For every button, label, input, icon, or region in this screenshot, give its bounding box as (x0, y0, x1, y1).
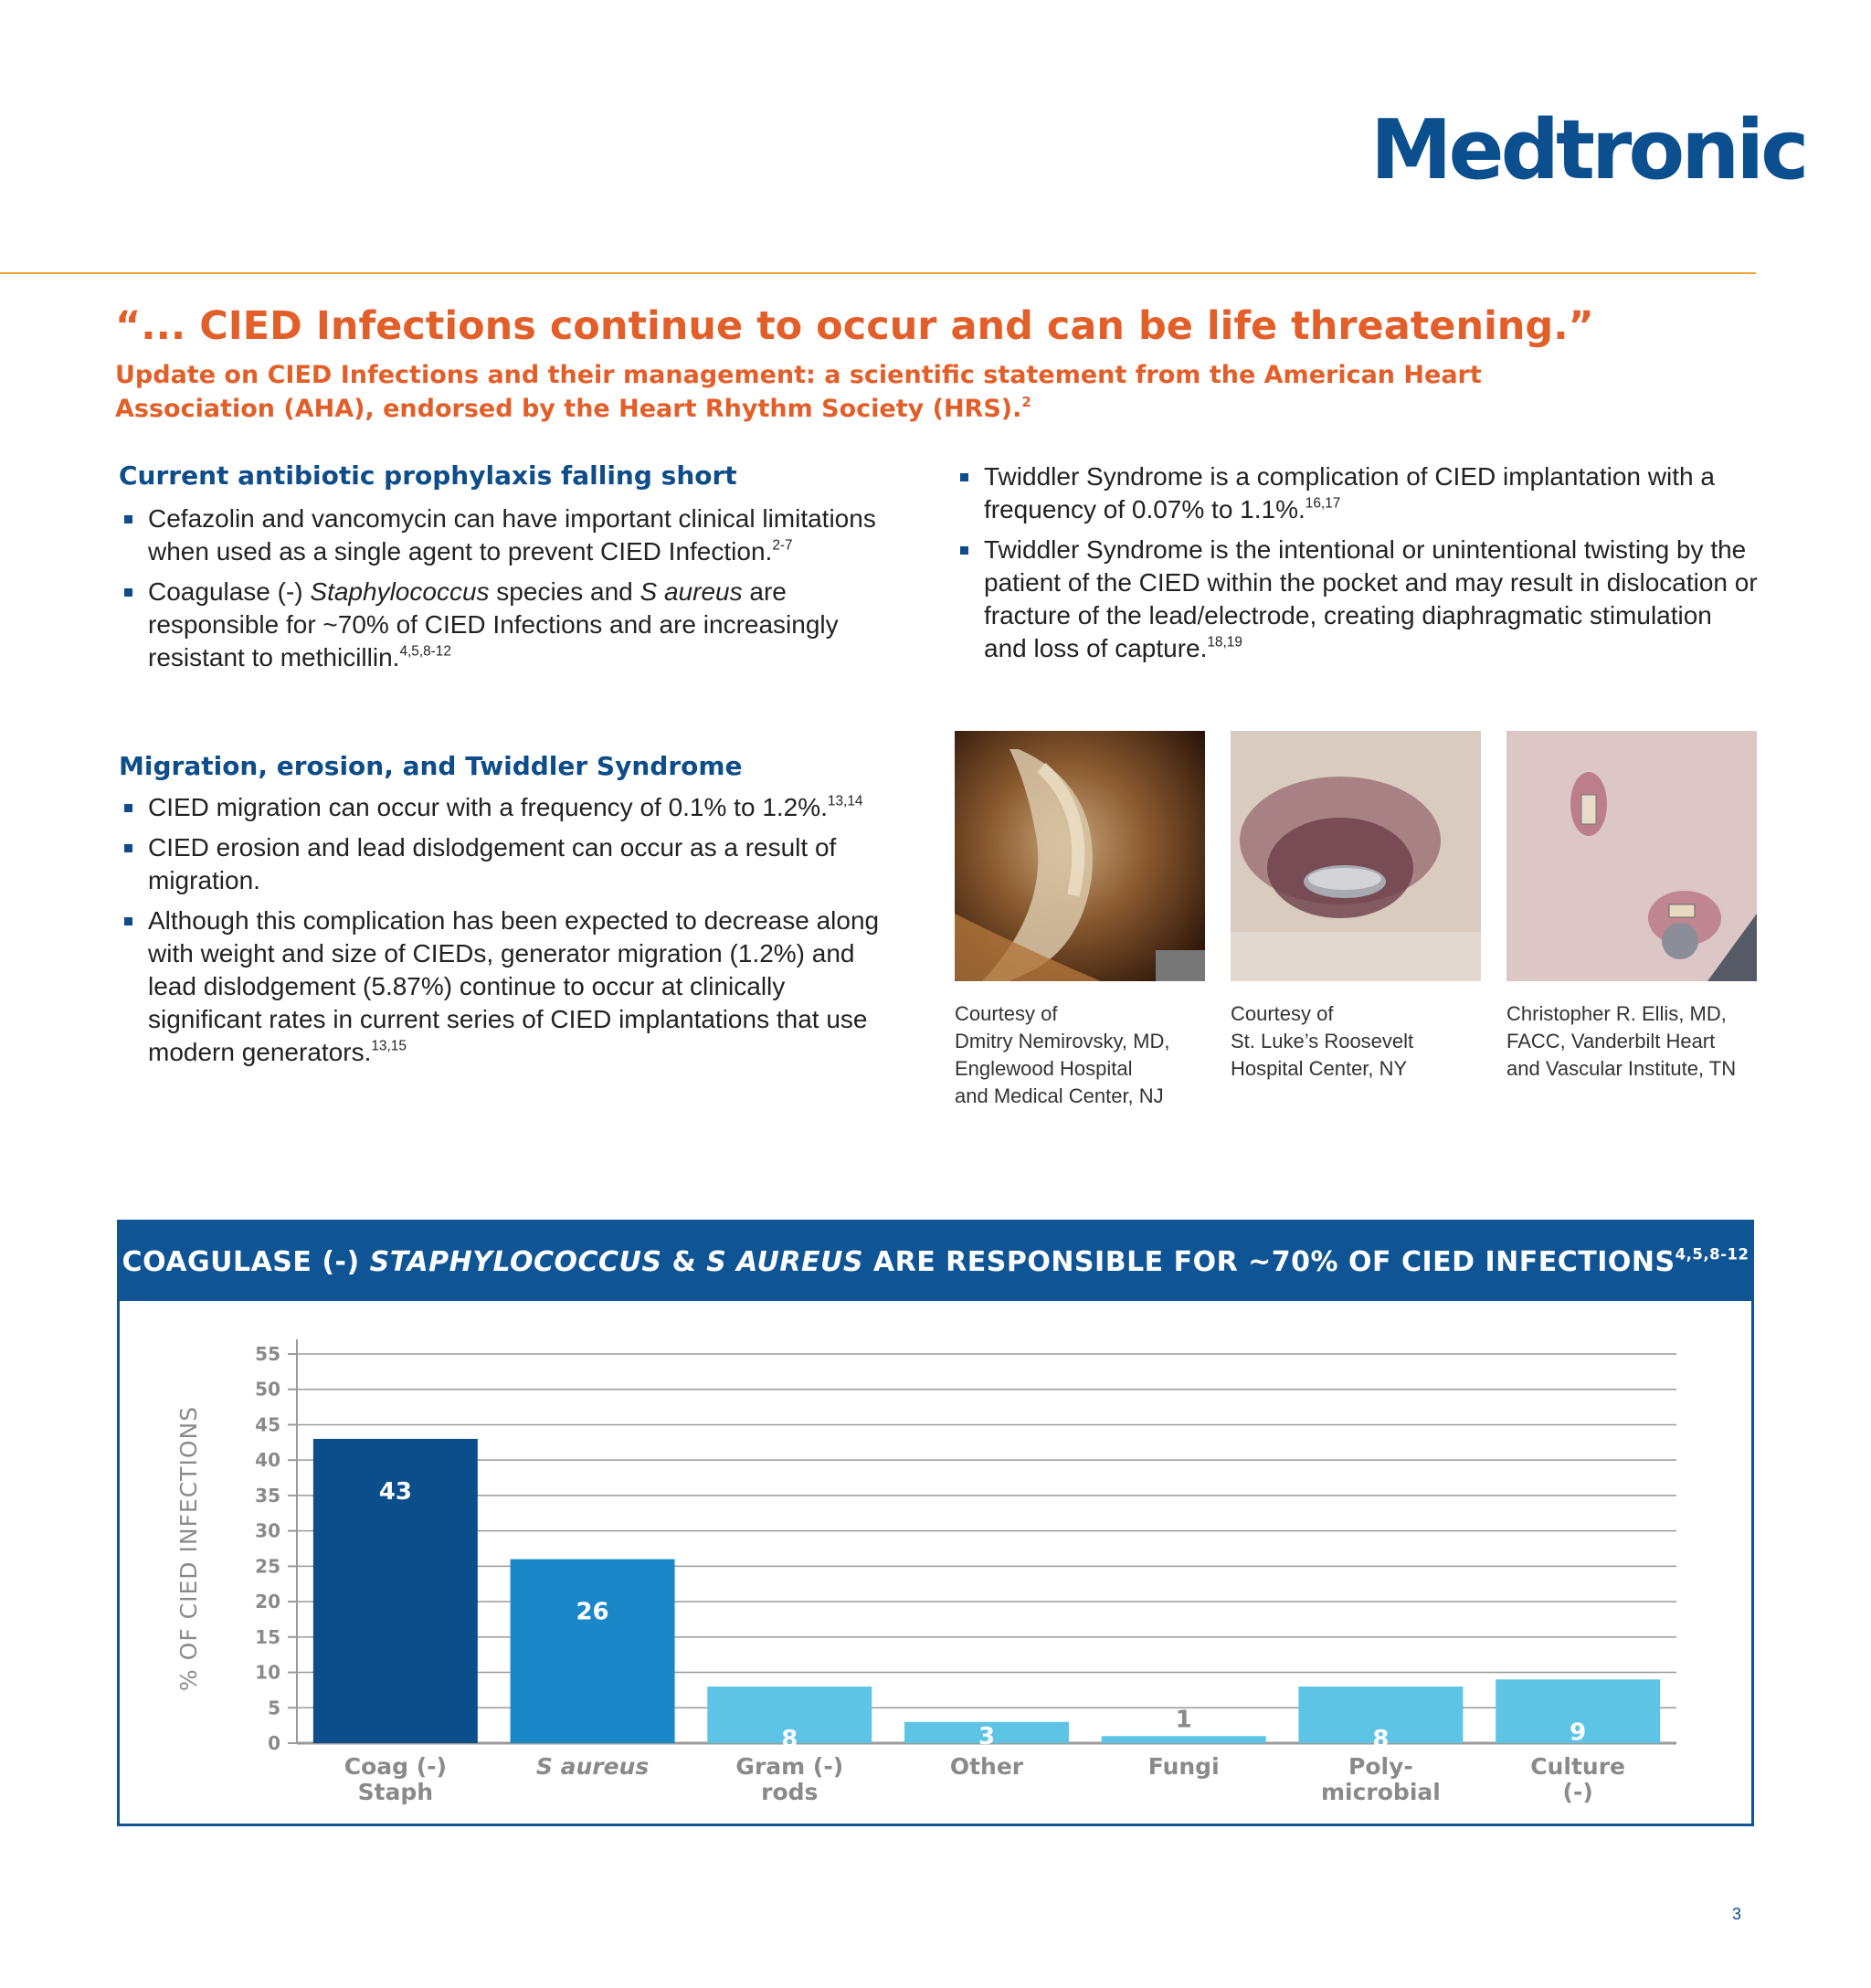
x-tick-label: Coag (-) (344, 1753, 447, 1780)
data-label: 1 (1175, 1706, 1192, 1734)
prophylaxis-list (119, 502, 904, 682)
y-tick-label: 30 (255, 1519, 280, 1542)
bar (1102, 1736, 1266, 1743)
chart-header-text: COAGULASE (-) STAPHYLOCOCCUS & S AUREUS ARE RESPONSIBLE FOR ~70% OF CIED INFECTIONS$^{4,5,8-12}$ (122, 1245, 1749, 1278)
list-item: Twiddler Syndrome is a complication of CIED implantation with a frequency of 0.07% to 1.1%.$^{16,17}$ (955, 460, 1759, 526)
y-tick-label: 10 (255, 1661, 280, 1684)
list-item: CIED erosion and lead dislodgement can occur as a result of migration. (119, 831, 904, 897)
y-tick-label: 45 (255, 1413, 280, 1436)
chart-panel (117, 1220, 1754, 1826)
x-tick-label: rods (761, 1779, 819, 1805)
infection-photo-3 (1506, 731, 1757, 981)
x-tick-label: Gram (-) (735, 1753, 844, 1780)
y-tick-label: 25 (255, 1555, 280, 1578)
quote-source: Update on CIED Infections and their management: a scientific statement from the American Heart Association (AHA), endorsed by the Heart Rhythm Society (HRS).$^2$ (115, 361, 1482, 423)
y-tick-label: 15 (255, 1625, 280, 1648)
data-label: 8 (1372, 1726, 1390, 1754)
y-tick-label: 0 (268, 1732, 280, 1754)
photo-caption-1: Courtesy of Dmitry Nemirovsky, MD, Englewood Hospital and Medical Center, NJ (955, 1002, 1170, 1107)
y-axis-label: % OF CIED INFECTIONS (175, 1405, 202, 1692)
y-tick-label: 55 (255, 1343, 280, 1365)
bar (511, 1560, 675, 1743)
x-tick-label: Culture (1530, 1753, 1626, 1780)
section-title-migration: Migration, erosion, and Twiddler Syndrome (119, 751, 743, 781)
list-item: Although this complication has been expected to decrease along with weight and size of CIEDs, generator migration (1.2%) and lead dislodgement (5.87%) continue to occur at clinically significant rates in current series of CIED implantations that use modern generators.$^{13,15}$ (119, 904, 904, 1069)
list-item: Twiddler Syndrome is the intentional or unintentional twisting by the patient of the CIED within the pocket and may result in dislocation or fracture of the lead/electrode, creating diaphragmatic stimulation and loss of capture.$^{18,19}$ (955, 534, 1759, 665)
infection-photo-2 (1231, 731, 1481, 981)
y-tick-label: 35 (255, 1484, 280, 1507)
data-label: 3 (978, 1722, 996, 1750)
list-item: Cefazolin and vancomycin can have important clinical limitations when used as a single agent to prevent CIED Infection.$^{2-7}$ (119, 502, 904, 568)
data-label: 8 (781, 1726, 798, 1754)
data-label: 43 (378, 1477, 412, 1506)
section-title-prophylaxis: Current antibiotic prophylaxis falling short (119, 460, 737, 491)
x-tick-label: microbial (1320, 1779, 1441, 1805)
header-divider (0, 272, 1756, 274)
x-tick-label: Fungi (1147, 1753, 1220, 1780)
y-tick-label: 20 (255, 1591, 280, 1613)
x-tick-label: Poly- (1348, 1753, 1413, 1780)
x-tick-label: (-) (1562, 1779, 1593, 1805)
medtronic-logo: Medtronic (1370, 102, 1806, 198)
page-quote: “... CIED Infections continue to occur and can be life threatening.” (115, 303, 1594, 349)
bar-chart (120, 1301, 1751, 1824)
chart-header (120, 1222, 1751, 1301)
data-label: 26 (576, 1598, 609, 1626)
list-item: CIED migration can occur with a frequency of 0.1% to 1.2%.$^{13,14}$ (119, 791, 904, 824)
list-item: Coagulase (-) Staphylococcus species and S aureus are responsible for ~70% of CIED Infections and are increasingly resistant to methicillin.$^{4,5,8-12}$ (119, 576, 904, 674)
y-tick-label: 5 (268, 1697, 280, 1719)
twiddler-list (955, 460, 1759, 672)
x-tick-label: Other (949, 1753, 1024, 1780)
data-label: 9 (1570, 1718, 1587, 1747)
page-number: 3 (1732, 1905, 1742, 1923)
photo-caption-3: Christopher R. Ellis, MD, FACC, Vanderbilt Heart and Vascular Institute, TN (1506, 1002, 1737, 1080)
photo-caption-2: Courtesy of St. Luke’s Roosevelt Hospital Center, NY (1231, 1002, 1414, 1080)
x-tick-label: S aureus (535, 1753, 650, 1780)
migration-list (119, 791, 904, 1076)
infection-photo-1 (955, 731, 1205, 981)
x-tick-label: Staph (357, 1779, 434, 1805)
y-tick-label: 50 (255, 1378, 280, 1401)
y-tick-label: 40 (255, 1449, 280, 1472)
